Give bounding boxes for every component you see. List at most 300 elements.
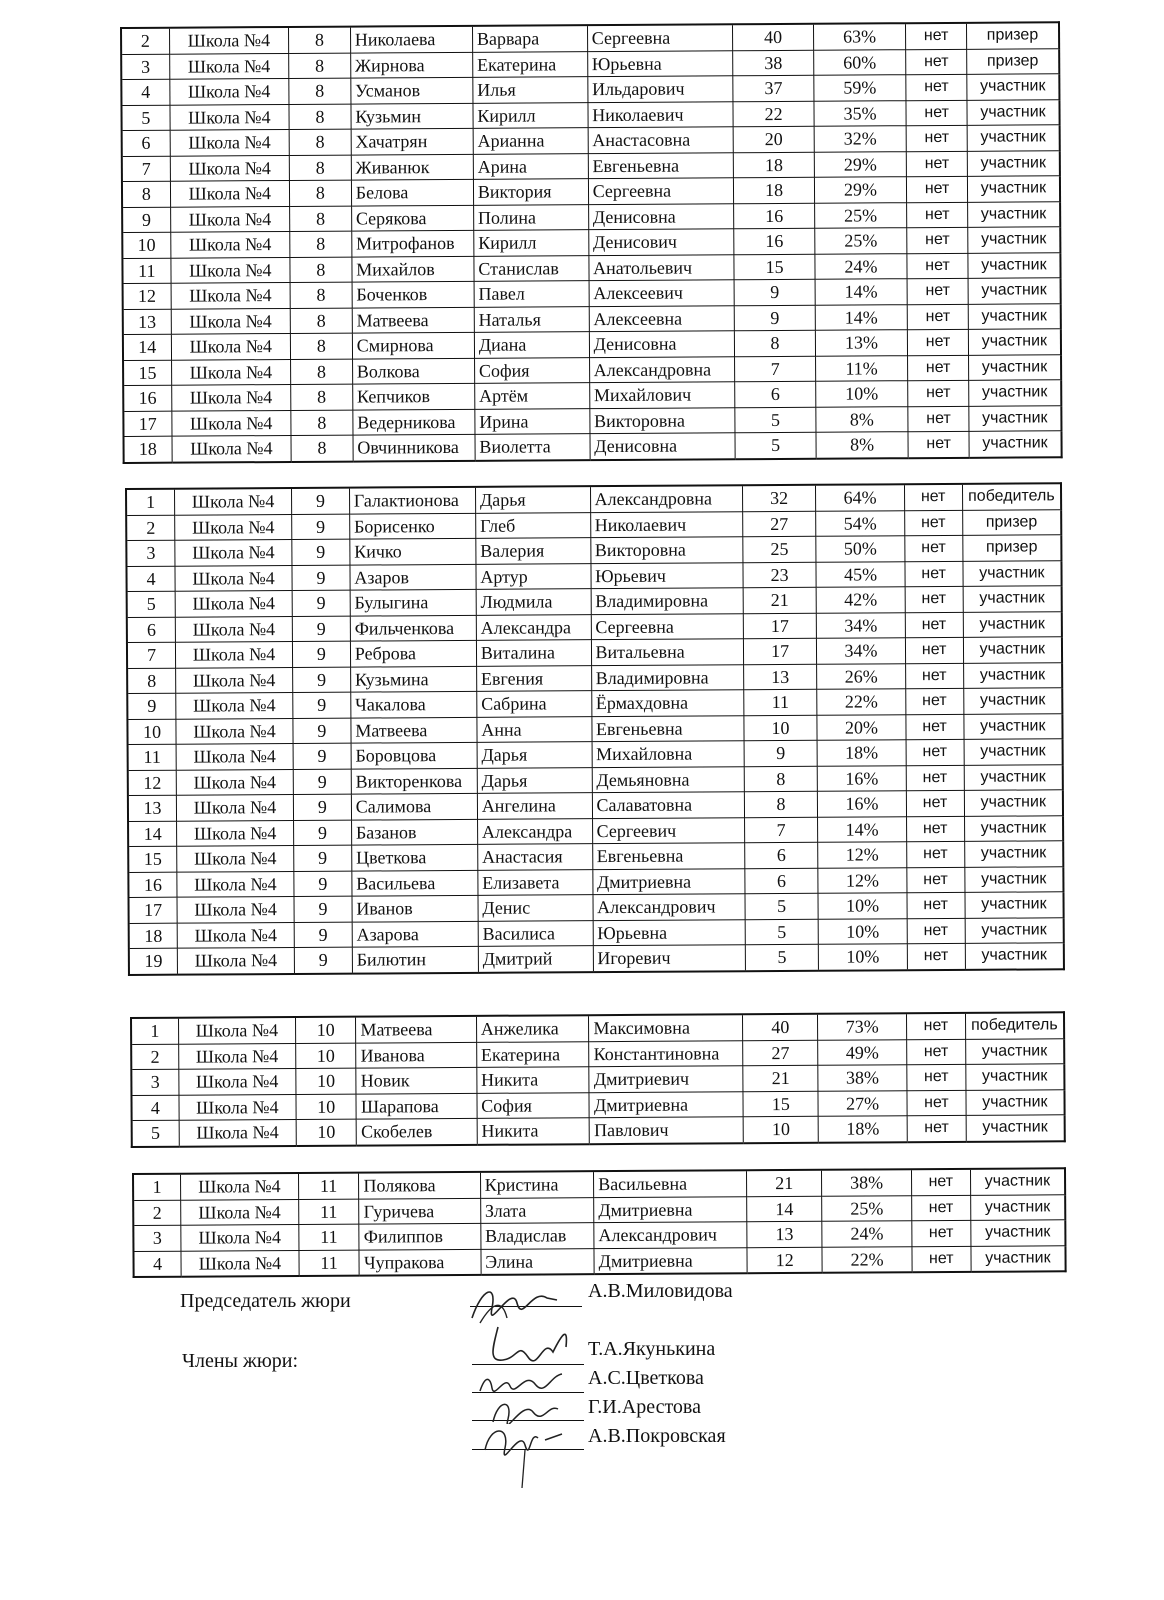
jury-chair-name: А.В.Миловидова [588,1280,733,1302]
cell-result: участник [963,586,1062,612]
cell-percent: 27% [818,1090,907,1116]
cell-patronymic: Сергеевна [588,178,734,204]
cell-patronymic: Александровна [590,485,742,512]
cell-score: 16 [734,203,814,229]
cell-percent: 11% [815,355,908,381]
cell-percent: 14% [815,279,908,305]
member-signature-icon [470,1420,580,1490]
cell-row-number: 8 [127,668,176,694]
cell-row-number: 14 [123,334,171,360]
cell-first-name: Диана [474,332,589,358]
cell-school: Школа №4 [178,1043,295,1069]
cell-school: Школа №4 [170,206,290,232]
cell-school: Школа №4 [181,1199,299,1225]
cell-patronymic: Денисовна [588,203,734,229]
cell-school: Школа №4 [171,333,291,359]
cell-first-name: София [474,357,589,383]
cell-school: Школа №4 [170,129,290,155]
cell-patronymic: Викторовна [589,407,735,433]
cell-grade: 9 [292,565,350,591]
cell-grade: 8 [289,78,351,104]
cell-first-name: Глеб [475,512,590,538]
cell-school: Школа №4 [179,1119,296,1146]
cell-patronymic: Ёрмахдовна [591,690,743,716]
cell-school: Школа №4 [171,384,291,410]
cell-team-flag: нет [908,406,969,432]
cell-grade: 8 [290,257,352,283]
cell-result: участник [964,815,1063,841]
cell-patronymic: Анастасовна [588,127,734,153]
cell-score: 40 [743,1014,818,1040]
cell-school: Школа №4 [175,565,292,591]
cell-first-name: Кирилл [473,102,588,128]
jury-chair-label: Председатель жюри [180,1290,351,1312]
cell-grade: 9 [293,743,351,769]
cell-school: Школа №4 [179,1094,296,1120]
cell-result: победитель [962,483,1061,510]
cell-team-flag: нет [907,202,968,228]
results-table-grade-9 [125,482,1065,975]
cell-score: 8 [735,330,815,356]
cell-team-flag: нет [907,1013,966,1039]
cell-team-flag: нет [906,790,964,816]
cell-last-name: Шарапова [356,1093,477,1119]
cell-result: участник [966,1089,1065,1115]
cell-team-flag: нет [907,892,965,918]
cell-score: 5 [745,919,819,945]
cell-percent: 14% [818,816,906,842]
cell-team-flag: нет [907,278,968,304]
cell-school: Школа №4 [176,641,293,667]
cell-last-name: Матвеева [351,717,477,743]
cell-patronymic: Дмитриевна [592,868,744,894]
cell-percent: 64% [816,484,904,511]
cell-grade: 9 [294,871,352,897]
cell-patronymic: Юрьевна [587,50,733,76]
cell-percent: 38% [818,1065,907,1091]
cell-grade: 8 [289,129,351,155]
cell-result: участник [969,380,1062,406]
cell-first-name: Виолетта [475,434,590,461]
cell-team-flag: нет [912,1220,971,1246]
cell-school: Школа №4 [169,78,289,104]
cell-result: победитель [965,1012,1064,1039]
cell-row-number: 3 [121,54,169,80]
cell-percent: 50% [816,536,904,562]
cell-last-name: Боровцова [351,742,477,768]
cell-team-flag: нет [907,918,965,944]
cell-percent: 54% [816,510,904,536]
cell-first-name: Сабрина [477,691,592,717]
cell-grade: 8 [290,359,352,385]
cell-first-name: Дарья [477,742,592,768]
cell-result: участник [970,1220,1065,1246]
cell-result: участник [965,1038,1064,1064]
cell-last-name: Боченков [352,281,474,307]
cell-result: участник [967,150,1060,176]
cell-grade: 8 [290,206,352,232]
cell-result: участник [965,866,1064,892]
table-row [124,431,1062,463]
cell-team-flag: нет [905,637,963,663]
cell-score: 15 [743,1091,818,1117]
cell-percent: 25% [814,228,907,254]
cell-score: 16 [734,228,814,254]
cell-team-flag: нет [905,714,963,740]
table-row [132,1115,1065,1147]
cell-school: Школа №4 [177,922,294,948]
cell-first-name: Арина [473,153,588,179]
cell-percent: 20% [817,714,905,740]
cell-team-flag: нет [907,1115,966,1141]
cell-row-number: 7 [122,156,170,182]
cell-grade: 8 [288,27,350,53]
cell-last-name: Азарова [352,921,478,947]
cell-first-name: Екатерина [476,1041,589,1067]
cell-first-name: Валерия [476,538,591,564]
cell-percent: 18% [818,740,906,766]
cell-percent: 10% [818,893,906,919]
cell-result: участник [963,662,1062,688]
cell-row-number: 17 [129,897,178,923]
cell-row-number: 11 [128,744,177,770]
cell-patronymic: Михайлович [589,382,735,408]
cell-score: 22 [733,101,813,127]
cell-team-flag: нет [907,151,968,177]
cell-team-flag: нет [911,1169,970,1195]
cell-row-number: 18 [129,923,178,949]
cell-patronymic: Константиновна [589,1040,743,1066]
cell-result: участник [966,1115,1065,1142]
cell-first-name: Артём [475,383,590,409]
cell-grade: 9 [293,692,351,718]
cell-school: Школа №4 [170,180,290,206]
jury-member-name: А.С.Цветкова [588,1367,704,1389]
cell-result: участник [964,841,1063,867]
cell-first-name: Илья [473,77,588,103]
cell-first-name: Александра [477,818,592,844]
cell-row-number: 4 [131,1095,178,1121]
cell-row-number: 12 [128,770,177,796]
cell-team-flag: нет [908,380,969,406]
cell-school: Школа №4 [175,590,292,616]
cell-percent: 29% [814,177,907,203]
cell-row-number: 2 [131,1044,178,1070]
cell-patronymic: Евгеньевна [592,843,744,869]
cell-grade: 8 [290,282,352,308]
cell-patronymic: Салаватовна [592,792,744,818]
cell-team-flag: нет [907,943,965,969]
cell-grade: 8 [291,410,353,436]
cell-grade: 9 [292,616,350,642]
cell-last-name: Николаева [350,26,472,53]
cell-row-number: 16 [128,872,177,898]
cell-grade: 9 [292,641,350,667]
cell-grade: 9 [294,922,352,948]
cell-patronymic: Владимировна [591,588,743,614]
cell-score: 20 [734,126,814,152]
cell-percent: 8% [816,406,909,432]
cell-first-name: Ирина [475,408,590,434]
cell-last-name: Викторенкова [351,768,477,794]
cell-school: Школа №4 [171,410,291,436]
cell-row-number: 3 [126,540,175,566]
cell-row-number: 6 [122,130,170,156]
cell-percent: 10% [815,381,908,407]
cell-last-name: Салимова [351,793,477,819]
cell-score: 23 [743,562,817,588]
cell-team-flag: нет [906,841,964,867]
cell-team-flag: нет [907,1039,966,1065]
cell-row-number: 3 [131,1069,178,1095]
cell-school: Школа №4 [169,27,289,54]
cell-school: Школа №4 [175,616,292,642]
cell-grade: 8 [290,231,352,257]
cell-school: Школа №4 [178,1068,295,1094]
cell-school: Школа №4 [169,53,289,79]
cell-percent: 38% [822,1169,912,1196]
cell-first-name: Дарья [477,767,592,793]
cell-result: призер [966,22,1059,49]
cell-team-flag: нет [906,739,964,765]
cell-row-number: 7 [127,642,176,668]
cell-school: Школа №4 [176,667,293,693]
cell-last-name: Гуричева [359,1198,480,1224]
cell-result: участник [968,278,1061,304]
cell-first-name: Варвара [472,25,587,52]
cell-grade: 9 [293,667,351,693]
cell-first-name: София [477,1092,590,1118]
cell-last-name: Кузьмина [350,666,476,692]
cell-row-number: 15 [123,360,171,386]
cell-team-flag: нет [908,431,969,457]
cell-last-name: Борисенко [349,513,475,539]
cell-patronymic: Ильдарович [587,76,733,102]
cell-patronymic: Денисовна [589,331,735,357]
cell-last-name: Цветкова [351,844,477,870]
cell-grade: 8 [289,180,351,206]
cell-first-name: Виталина [476,640,591,666]
cell-team-flag: нет [906,816,964,842]
cell-team-flag: нет [904,484,962,510]
cell-patronymic: Дмитриевна [594,1247,747,1274]
jury-members-label: Члены жюри: [182,1350,299,1372]
cell-grade: 10 [295,1017,356,1043]
cell-row-number: 2 [121,28,169,54]
cell-result: участник [965,917,1064,943]
cell-first-name: Владислав [480,1223,594,1249]
cell-grade: 9 [291,488,349,514]
cell-patronymic: Юрьевич [590,562,742,588]
cell-first-name: Денис [478,895,593,921]
cell-patronymic: Александрович [594,1222,747,1248]
cell-result: участник [969,405,1062,431]
cell-grade: 9 [293,718,351,744]
cell-first-name: Элина [481,1248,595,1275]
cell-first-name: Евгения [476,665,591,691]
cell-score: 8 [744,766,818,792]
cell-last-name: Васильева [352,870,478,896]
cell-result: участник [967,99,1060,125]
cell-score: 8 [744,791,818,817]
cell-percent: 24% [822,1221,912,1247]
cell-last-name: Смирнова [352,332,474,358]
cell-row-number: 2 [133,1200,181,1226]
cell-percent: 14% [815,304,908,330]
cell-grade: 9 [292,514,350,540]
cell-row-number: 10 [127,719,176,745]
cell-grade: 9 [293,794,351,820]
cell-grade: 10 [296,1043,357,1069]
cell-percent: 60% [813,49,906,75]
cell-school: Школа №4 [177,871,294,897]
cell-first-name: Никита [477,1118,590,1145]
cell-result: участник [963,637,1062,663]
cell-score: 6 [744,868,818,894]
cell-row-number: 6 [127,617,176,643]
cell-percent: 24% [815,253,908,279]
cell-first-name: Анна [477,716,592,742]
cell-result: участник [968,303,1061,329]
cell-last-name: Билютин [352,946,478,973]
cell-last-name: Волкова [352,358,474,384]
cell-first-name: Елизавета [478,869,593,895]
cell-grade: 9 [294,845,352,871]
cell-team-flag: нет [908,304,969,330]
cell-score: 10 [744,1116,819,1142]
cell-patronymic: Николаевич [588,101,734,127]
cell-last-name: Галактионова [349,487,475,514]
cell-grade: 9 [292,539,350,565]
cell-school: Школа №4 [176,743,293,769]
cell-result: участник [968,227,1061,253]
cell-team-flag: нет [911,1195,970,1221]
cell-last-name: Фильченкова [350,615,476,641]
cell-percent: 12% [818,867,906,893]
cell-row-number: 11 [122,258,170,284]
cell-last-name: Белова [351,179,473,205]
cell-patronymic: Дмитриевна [589,1091,743,1117]
cell-last-name: Живанюк [351,154,473,180]
cell-first-name: Павел [474,281,589,307]
cell-first-name: Екатерина [472,51,587,77]
cell-patronymic: Евгеньевна [588,152,734,178]
cell-team-flag: нет [912,1246,971,1272]
cell-last-name: Иванова [356,1042,477,1068]
cell-patronymic: Демьяновна [592,766,744,792]
cell-patronymic: Денисовна [590,433,736,460]
cell-row-number: 8 [122,181,170,207]
cell-grade: 8 [289,104,351,130]
cell-team-flag: нет [906,867,964,893]
cell-result: призер [962,535,1061,561]
cell-score: 13 [743,664,817,690]
cell-patronymic: Владимировна [591,664,743,690]
cell-last-name: Кузьмин [351,103,473,129]
cell-last-name: Кепчиков [352,383,474,409]
cell-last-name: Полякова [359,1172,480,1199]
cell-row-number: 4 [133,1251,181,1277]
cell-score: 21 [743,587,817,613]
cell-result: призер [966,48,1059,74]
cell-result: участник [965,943,1064,970]
cell-grade: 9 [294,896,352,922]
cell-school: Школа №4 [171,257,291,283]
cell-score: 21 [746,1170,822,1196]
cell-grade: 11 [298,1173,359,1199]
chair-signature-icon [462,1278,572,1328]
cell-school: Школа №4 [181,1173,299,1200]
cell-score: 11 [743,689,817,715]
cell-percent: 49% [818,1039,907,1065]
cell-first-name: Василиса [478,920,593,946]
cell-team-flag: нет [904,535,962,561]
cell-score: 9 [735,279,815,305]
cell-percent: 12% [818,842,906,868]
cell-last-name: Жирнова [350,52,472,78]
member-signature-icon [470,1366,580,1396]
cell-school: Школа №4 [171,359,291,385]
cell-school: Школа №4 [176,718,293,744]
cell-row-number: 5 [121,105,169,131]
cell-team-flag: нет [907,1090,966,1116]
cell-patronymic: Игоревич [593,945,745,972]
cell-first-name: Кирилл [474,230,589,256]
cell-grade: 9 [293,769,351,795]
results-table-grade-8 [120,21,1063,463]
cell-team-flag: нет [907,227,968,253]
cell-team-flag: нет [906,100,967,126]
cell-patronymic: Дмитриевна [594,1196,747,1222]
cell-last-name: Булыгина [350,589,476,615]
cell-last-name: Филиппов [359,1223,480,1249]
cell-score: 5 [745,893,819,919]
cell-row-number: 5 [132,1120,179,1146]
results-table-grade-11 [132,1167,1067,1278]
jury-member-name: А.В.Покровская [588,1425,726,1447]
cell-patronymic: Викторовна [590,537,742,563]
cell-result: участник [965,892,1064,918]
cell-grade: 9 [294,947,352,973]
cell-result: участник [964,713,1063,739]
cell-row-number: 4 [126,566,175,592]
cell-score: 18 [734,152,814,178]
cell-team-flag: нет [907,1064,966,1090]
cell-school: Школа №4 [170,231,290,257]
cell-score: 15 [734,254,814,280]
cell-first-name: Никита [477,1067,590,1093]
cell-team-flag: нет [907,253,968,279]
cell-patronymic: Павлович [590,1117,744,1144]
cell-percent: 34% [817,612,905,638]
cell-percent: 25% [814,202,907,228]
cell-score: 5 [735,407,815,433]
cell-school: Школа №4 [176,692,293,718]
cell-row-number: 17 [123,411,171,437]
cell-team-flag: нет [906,23,967,49]
cell-patronymic: Витальевна [591,639,743,665]
cell-school: Школа №4 [170,155,290,181]
cell-school: Школа №4 [181,1224,299,1250]
cell-row-number: 13 [123,309,171,335]
cell-grade: 10 [296,1068,357,1094]
cell-percent: 63% [813,23,906,50]
cell-result: участник [969,431,1062,458]
cell-patronymic: Максимовна [589,1014,743,1041]
cell-row-number: 4 [121,79,169,105]
cell-result: участник [967,74,1060,100]
cell-school: Школа №4 [175,514,292,540]
